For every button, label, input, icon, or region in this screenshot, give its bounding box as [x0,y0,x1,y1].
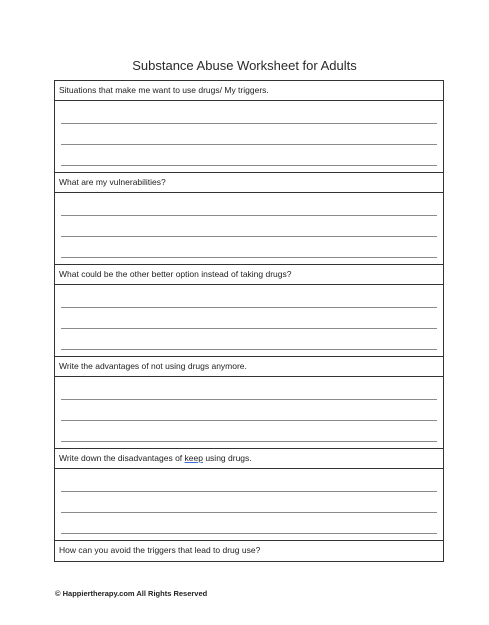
section-triggers [55,81,443,173]
answer-line [61,512,437,513]
copyright-footer: © Happiertherapy.com All Rights Reserved [55,589,208,598]
answer-line [61,307,437,308]
answer-line [61,349,437,350]
section-advantages [55,357,443,449]
prompt-text-before: Write down the disadvantages of [59,453,185,463]
section-prompt: What could be the other better option instead of taking drugs? [55,265,443,285]
section-disadvantages [55,449,443,541]
section-prompt: Situations that make me want to use drugs/ My triggers. [55,81,443,101]
answer-line [61,257,437,258]
answer-line [61,123,437,124]
section-prompt [55,449,443,469]
section-prompt-avoid-triggers: How can you avoid the triggers that lead to drug use? [55,541,443,562]
answer-line [61,328,437,329]
section-better-option [55,265,443,357]
spellcheck-word: keep [184,453,203,463]
answer-area[interactable] [55,469,443,541]
answer-line [61,420,437,421]
answer-line [61,441,437,442]
answer-area[interactable] [55,285,443,357]
answer-area[interactable] [55,377,443,449]
worksheet-title: Substance Abuse Worksheet for Adults [132,58,357,73]
section-prompt: Write the advantages of not using drugs anymore. [55,357,443,377]
worksheet-table [54,80,444,562]
answer-line [61,165,437,166]
answer-line [61,215,437,216]
answer-line [61,533,437,534]
answer-area[interactable] [55,101,443,173]
prompt-text-after: using drugs. [202,453,252,463]
answer-line [61,399,437,400]
section-prompt: What are my vulnerabilities? [55,173,443,193]
answer-line [61,491,437,492]
answer-line [61,144,437,145]
answer-line [61,236,437,237]
answer-area[interactable] [55,193,443,265]
section-vulnerabilities [55,173,443,265]
